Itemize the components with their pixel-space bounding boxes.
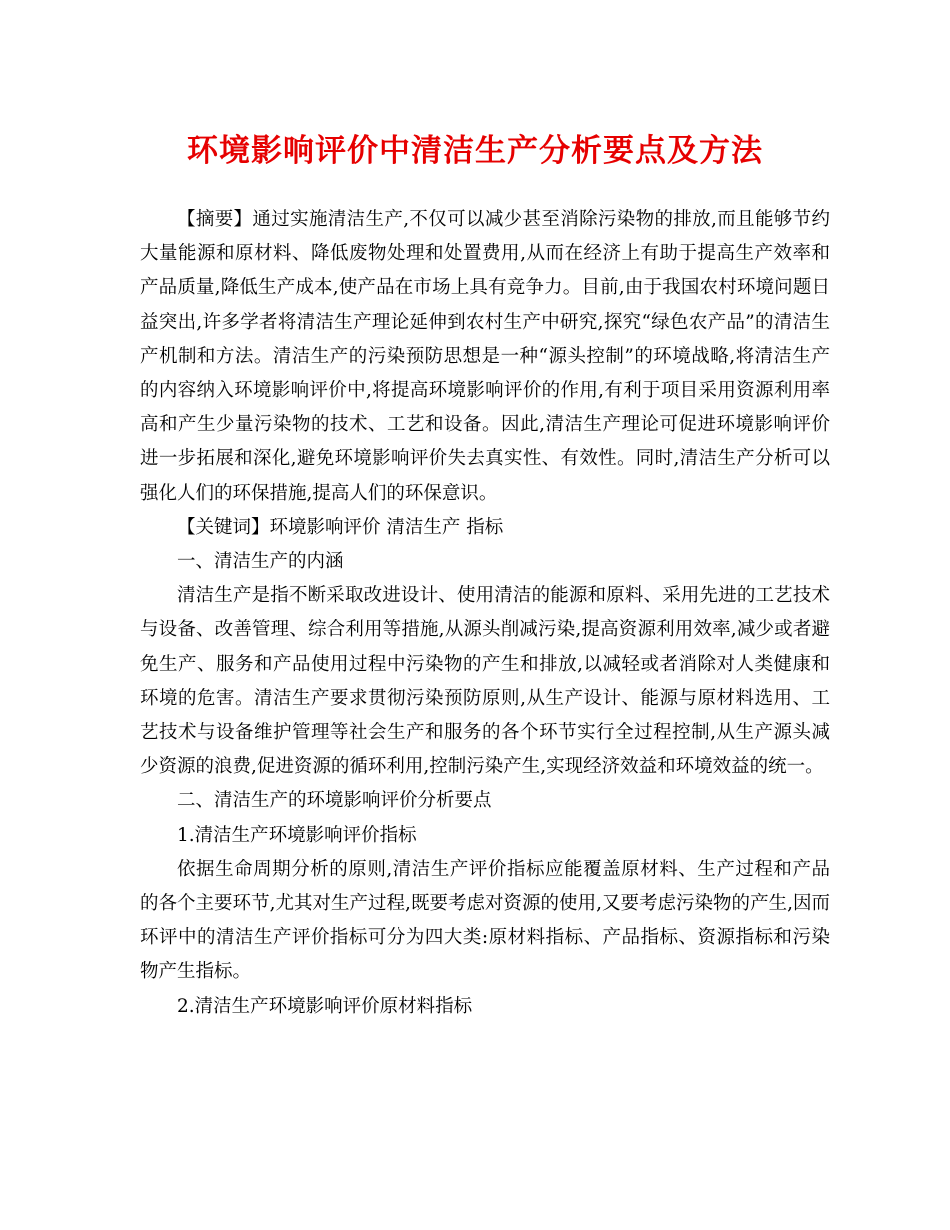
section-heading-1: 一、清洁生产的内涵: [177, 551, 344, 573]
body-paragraph: 依据生命周期分析的原则,清洁生产评价指标应能覆盖原材料、生产过程和产品的各个主要环节,尤其对生产过程,既要考虑对资源的使用,又要考虑污染物的产生,因而环评中的清洁生产评价指标可分为四大类:原材料指标、产品指标、资源指标和污染物产生指标。: [140, 858, 830, 983]
document-title: 环境影响评价中清洁生产分析要点及方法: [187, 133, 763, 169]
section-heading-2: 二、清洁生产的环境影响评价分析要点: [177, 790, 492, 812]
document-body: [140, 203, 830, 1024]
keywords-paragraph: 【关键词】环境影响评价 清洁生产 指标: [177, 516, 504, 538]
abstract-paragraph: 【摘要】通过实施清洁生产,不仅可以减少甚至消除污染物的排放,而且能够节约大量能源和原材料、降低废物处理和处置费用,从而在经济上有助于提高生产效率和产品质量,降低生产成本,使产品在市场上具有竞争力。目前,由于我国农村环境问题日益突出,许多学者将清洁生产理论延伸到农村生产中研究,探究“绿色农产品”的清洁生产机制和方法。清洁生产的污染预防思想是一种“源头控制”的环境战略,将清洁生产的内容纳入环境影响评价中,将提高环境影响评价的作用,有利于项目采用资源利用率高和产生少量污染物的技术、工艺和设备。因此,清洁生产理论可促进环境影响评价进一步拓展和深化,避免环境影响评价失去真实性、有效性。同时,清洁生产分析可以强化人们的环保措施,提高人们的环保意识。: [140, 209, 830, 504]
body-paragraph: 清洁生产是指不断采取改进设计、使用清洁的能源和原料、采用先进的工艺技术与设备、改善管理、综合利用等措施,从源头削减污染,提高资源利用效率,减少或者避免生产、服务和产品使用过程中污染物的产生和排放,以减轻或者消除对人类健康和环境的危害。清洁生产要求贯彻污染预防原则,从生产设计、能源与原材料选用、工艺技术与设备维护管理等社会生产和服务的各个环节实行全过程控制,从生产源头减少资源的浪费,促进资源的循环利用,控制污染产生,实现经济效益和环境效益的统一。: [140, 585, 830, 778]
subsection-heading-2: 2.清洁生产环境影响评价原材料指标: [177, 995, 473, 1017]
subsection-heading-1: 1.清洁生产环境影响评价指标: [177, 824, 417, 846]
